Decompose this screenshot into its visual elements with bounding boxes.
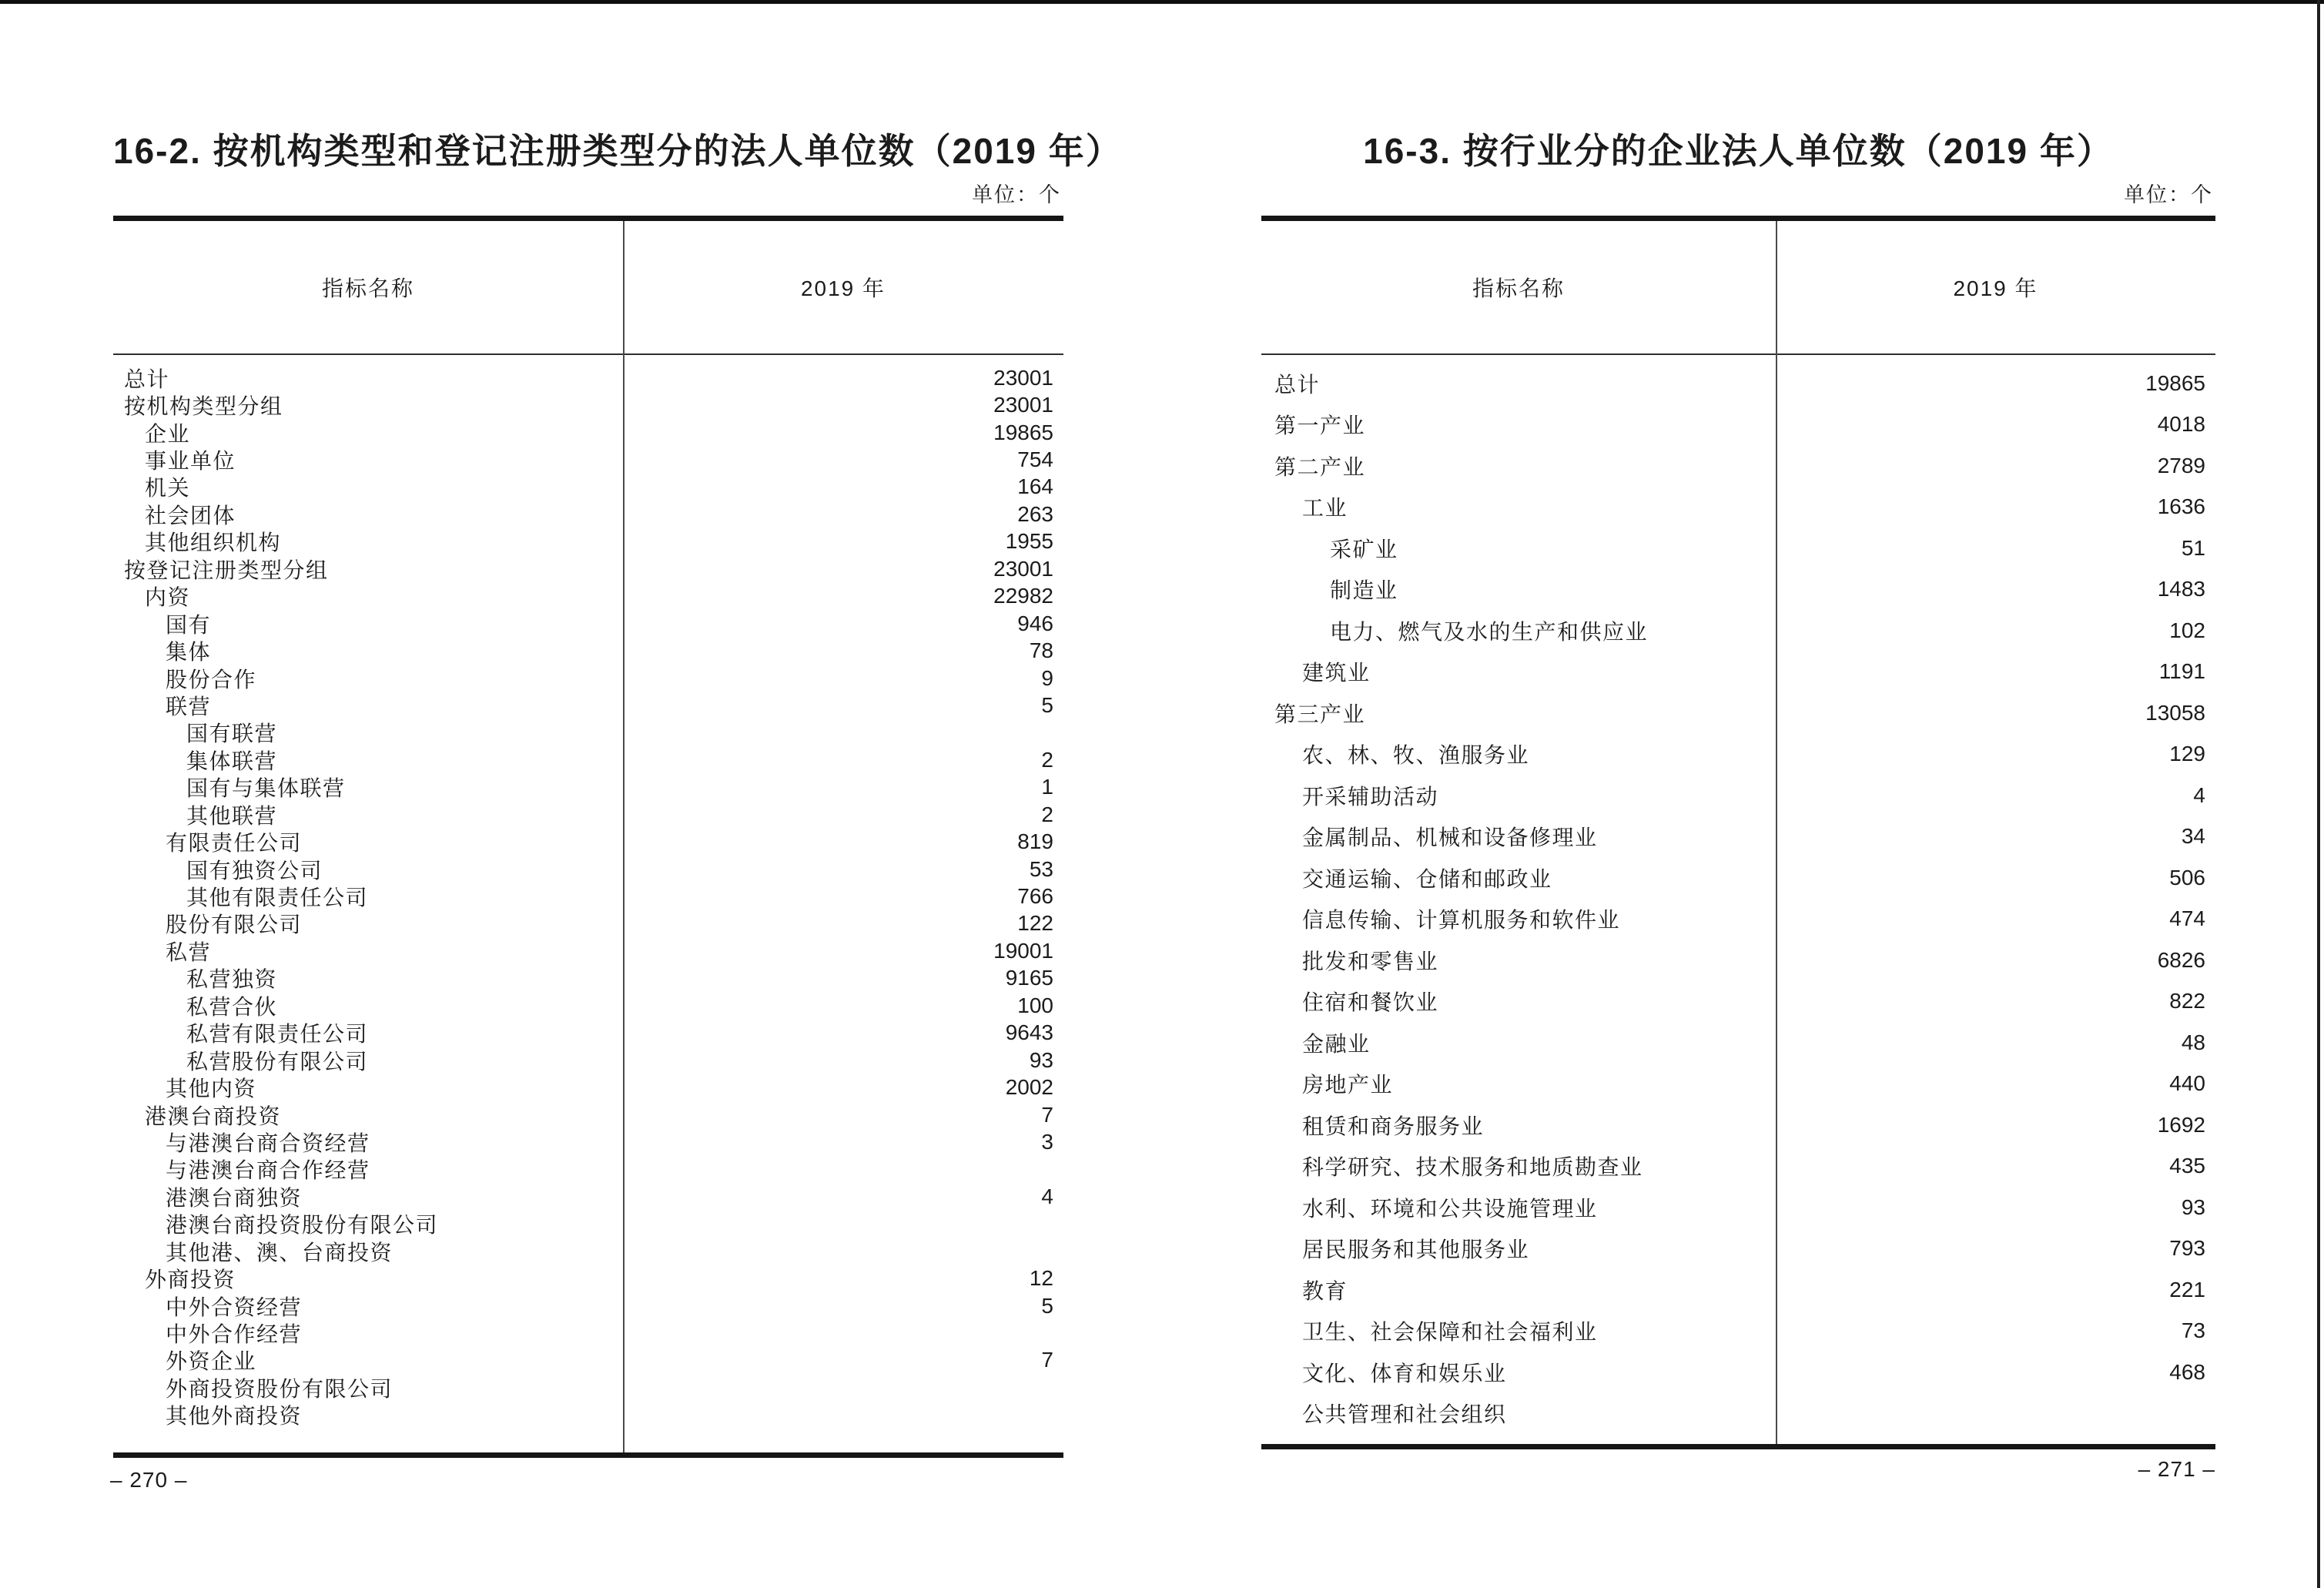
row-value: 9643 [1005, 1020, 1053, 1045]
row-label: 教育 [1302, 1278, 1348, 1303]
table-header [1261, 221, 2215, 355]
row-label: 国有与集体联营 [186, 776, 346, 801]
row-value: 440 [2169, 1071, 2205, 1096]
row-value: 5 [1041, 1293, 1053, 1318]
table-row [1261, 569, 2215, 611]
row-value: 93 [2181, 1194, 2205, 1219]
table-row [113, 1156, 1063, 1183]
row-value: 2 [1041, 802, 1053, 826]
row-label: 工业 [1302, 496, 1348, 521]
table-row [1261, 692, 2215, 734]
row-label: 港澳台商投资 [145, 1104, 282, 1128]
header-indicator-name: 指标名称 [1472, 276, 1565, 300]
row-value: 5 [1041, 692, 1053, 717]
table-row [113, 1238, 1063, 1265]
table-row [113, 746, 1063, 773]
header-year-2019: 2019 年 [800, 276, 886, 300]
row-value: 78 [1029, 638, 1053, 663]
row-value: 9165 [1005, 966, 1053, 990]
row-label: 事业单位 [145, 449, 236, 474]
header-indicator-name: 指标名称 [321, 276, 414, 300]
row-value: 1191 [2158, 659, 2205, 684]
row-value: 93 [1029, 1047, 1053, 1072]
row-value: 793 [2169, 1236, 2205, 1261]
table-row [113, 719, 1063, 746]
page-left [110, 0, 1123, 1588]
row-label: 交通运输、仓储和邮政业 [1302, 866, 1552, 891]
table-row [113, 364, 1063, 391]
table-row [113, 665, 1063, 692]
row-label: 国有 [166, 612, 212, 637]
row-label: 公共管理和社会组织 [1302, 1402, 1507, 1427]
row-value: 4018 [2157, 412, 2205, 437]
table-row [113, 801, 1063, 828]
table-row [113, 583, 1063, 610]
row-label: 第二产业 [1274, 454, 1366, 479]
table-row [1261, 816, 2215, 858]
table-row [113, 883, 1063, 910]
statistics-table-16-3 [1261, 216, 2215, 1449]
row-label: 按机构类型分组 [124, 394, 283, 419]
row-label: 中外合作经营 [166, 1322, 303, 1347]
row-label: 私营合伙 [186, 994, 278, 1019]
table-row [113, 391, 1063, 418]
table-row [1261, 857, 2215, 899]
row-value: 19865 [2145, 370, 2205, 395]
table-body [1261, 355, 2215, 1444]
table-row [1261, 899, 2215, 940]
row-value: 48 [2181, 1030, 2205, 1054]
table-row [113, 965, 1063, 992]
table-row [1261, 528, 2215, 569]
row-value: 100 [1017, 993, 1053, 1017]
row-value: 23001 [993, 556, 1053, 581]
row-label: 制造业 [1330, 578, 1398, 603]
row-value: 23001 [993, 393, 1053, 417]
row-value: 1 [1041, 775, 1053, 799]
row-label: 居民服务和其他服务业 [1302, 1238, 1530, 1262]
row-value: 102 [2169, 618, 2205, 642]
row-value: 263 [1017, 501, 1053, 526]
table-row [1261, 363, 2215, 404]
table-row [113, 1128, 1063, 1155]
table-row [113, 1347, 1063, 1374]
table-row [113, 637, 1063, 664]
row-label: 金属制品、机械和设备修理业 [1302, 826, 1598, 850]
row-label: 开采辅助活动 [1302, 784, 1439, 809]
table-row [113, 528, 1063, 555]
row-label: 房地产业 [1302, 1073, 1394, 1097]
row-value: 19865 [993, 420, 1053, 444]
row-value: 1955 [1005, 529, 1053, 554]
table-row [1261, 1064, 2215, 1105]
row-value: 2789 [2157, 453, 2205, 477]
unit-label: 单位：个 [972, 183, 1061, 206]
table-row [113, 446, 1063, 473]
table-row [113, 1211, 1063, 1238]
row-value: 34 [2181, 824, 2205, 849]
row-value: 221 [2169, 1277, 2205, 1302]
row-label: 水利、环境和公共设施管理业 [1302, 1196, 1598, 1221]
row-value: 19001 [993, 938, 1053, 963]
row-value: 3 [1041, 1129, 1053, 1154]
table-row [113, 1402, 1063, 1429]
row-value: 4 [1041, 1184, 1053, 1208]
table-header [113, 221, 1063, 355]
scan-right-edge-line [2317, 0, 2320, 1588]
row-label: 电力、燃气及水的生产和供应业 [1330, 619, 1649, 644]
row-label: 外资企业 [166, 1349, 257, 1374]
row-label: 港澳台商独资 [166, 1185, 303, 1210]
table-row [1261, 652, 2215, 693]
row-value: 946 [1017, 611, 1053, 635]
table-row [113, 1265, 1063, 1292]
table-row [113, 1292, 1063, 1319]
row-value: 164 [1017, 474, 1053, 499]
row-label: 国有独资公司 [186, 858, 323, 883]
row-label: 股份合作 [166, 667, 257, 692]
table-row [113, 1020, 1063, 1047]
row-label: 中外合资经营 [166, 1295, 303, 1319]
table-row [113, 937, 1063, 964]
table-title: 16-3. 按行业分的企业法人单位数（2019 年） [1363, 131, 2114, 171]
row-label: 外商投资股份有限公司 [166, 1376, 393, 1401]
table-row [1261, 1228, 2215, 1270]
row-value: 1692 [2157, 1112, 2205, 1137]
table-row [1261, 610, 2215, 652]
table-body [113, 355, 1063, 1452]
row-label: 卫生、社会保障和社会福利业 [1302, 1320, 1598, 1345]
row-label: 集体联营 [186, 749, 278, 773]
table-row [113, 501, 1063, 528]
row-value: 754 [1017, 447, 1053, 472]
row-value: 2 [1041, 747, 1053, 772]
table-row [1261, 1352, 2215, 1393]
row-value: 819 [1017, 829, 1053, 854]
row-label: 农、林、牧、渔服务业 [1302, 743, 1530, 768]
row-label: 国有联营 [186, 722, 278, 746]
row-label: 金融业 [1302, 1031, 1371, 1056]
row-value: 822 [2169, 989, 2205, 1013]
table-row [1261, 1146, 2215, 1188]
table-row [113, 992, 1063, 1019]
row-label: 内资 [145, 585, 191, 610]
header-year-2019: 2019 年 [1953, 276, 2038, 300]
table-row [1261, 1187, 2215, 1228]
row-label: 其他有限责任公司 [186, 886, 369, 910]
table-row [113, 610, 1063, 637]
row-label: 其他组织机构 [145, 531, 282, 555]
table-row [1261, 734, 2215, 776]
row-value: 474 [2169, 906, 2205, 931]
row-label: 股份有限公司 [166, 913, 303, 937]
row-value: 2002 [1005, 1075, 1053, 1100]
table-row [113, 1047, 1063, 1074]
row-label: 总计 [1274, 372, 1321, 397]
row-value: 7 [1041, 1348, 1053, 1372]
row-label: 私营 [166, 940, 212, 964]
row-label: 集体 [166, 640, 212, 665]
row-label: 机关 [145, 476, 191, 501]
row-label: 建筑业 [1302, 661, 1371, 685]
row-label: 私营独资 [186, 967, 278, 992]
table-row [113, 1183, 1063, 1210]
row-value: 73 [2181, 1318, 2205, 1343]
row-label: 文化、体育和娱乐业 [1302, 1361, 1507, 1385]
table-row [1261, 775, 2215, 816]
row-label: 与港澳台商合资经营 [166, 1131, 370, 1155]
row-label: 采矿业 [1330, 537, 1398, 561]
table-row [1261, 940, 2215, 981]
table-title: 16-2. 按机构类型和登记注册类型分的法人单位数（2019 年） [113, 131, 1123, 171]
row-value: 53 [1029, 856, 1053, 881]
row-value: 766 [1017, 884, 1053, 909]
row-label: 其他外商投资 [166, 1404, 303, 1429]
row-label: 港澳台商投资股份有限公司 [166, 1213, 439, 1238]
unit-label: 单位：个 [2124, 183, 2213, 206]
page-right [1261, 0, 2215, 1588]
row-label: 私营股份有限公司 [186, 1049, 369, 1074]
table-row [113, 1319, 1063, 1346]
row-value: 1636 [2157, 494, 2205, 519]
row-label: 总计 [124, 367, 170, 391]
row-value: 6826 [2157, 947, 2205, 972]
row-label: 外商投资 [145, 1268, 236, 1292]
row-value: 122 [1017, 911, 1053, 936]
row-value: 13058 [2145, 700, 2205, 725]
row-label: 按登记注册类型分组 [124, 558, 329, 582]
row-label: 信息传输、计算机服务和软件业 [1302, 908, 1621, 933]
row-value: 435 [2169, 1154, 2205, 1178]
table-row [113, 910, 1063, 937]
table-row [113, 1101, 1063, 1128]
table-row [1261, 1311, 2215, 1352]
table-row [1261, 1269, 2215, 1311]
table-row [1261, 445, 2215, 487]
table-row [113, 774, 1063, 801]
row-label: 有限责任公司 [166, 831, 303, 856]
page-number: – 271 – [2138, 1457, 2215, 1481]
row-label: 第一产业 [1274, 414, 1366, 438]
table-row [113, 856, 1063, 883]
table-row [113, 419, 1063, 446]
row-value: 22982 [993, 584, 1053, 608]
row-value: 1483 [2157, 577, 2205, 601]
row-value: 23001 [993, 365, 1053, 390]
table-row [113, 555, 1063, 582]
row-value: 9 [1041, 665, 1053, 690]
table-row [113, 692, 1063, 719]
row-value: 4 [2193, 782, 2205, 807]
table-row [1261, 981, 2215, 1023]
table-row [113, 474, 1063, 501]
row-label: 联营 [166, 694, 212, 719]
row-label: 企业 [145, 421, 191, 446]
row-label: 第三产业 [1274, 702, 1366, 726]
table-row [113, 828, 1063, 855]
row-label: 社会团体 [145, 503, 236, 528]
table-row [1261, 1022, 2215, 1064]
row-label: 其他内资 [166, 1077, 257, 1101]
row-label: 其他联营 [186, 803, 278, 828]
row-label: 科学研究、技术服务和地质勘查业 [1302, 1155, 1643, 1180]
statistics-table-16-2 [113, 216, 1063, 1458]
table-row [113, 1074, 1063, 1101]
row-value: 7 [1041, 1102, 1053, 1127]
table-row [113, 1374, 1063, 1401]
table-row [1261, 487, 2215, 528]
page-number: – 270 – [110, 1468, 188, 1492]
table-row [1261, 404, 2215, 446]
row-value: 129 [2169, 742, 2205, 766]
row-label: 与港澳台商合作经营 [166, 1158, 370, 1183]
table-row [1261, 1104, 2215, 1146]
row-label: 其他港、澳、台商投资 [166, 1240, 393, 1265]
row-value: 12 [1029, 1266, 1053, 1291]
row-value: 468 [2169, 1359, 2205, 1384]
row-value: 51 [2181, 535, 2205, 560]
table-row [1261, 1393, 2215, 1435]
row-label: 私营有限责任公司 [186, 1022, 369, 1047]
row-label: 租赁和商务服务业 [1302, 1114, 1485, 1138]
row-value: 506 [2169, 865, 2205, 889]
row-label: 住宿和餐饮业 [1302, 990, 1439, 1015]
row-label: 批发和零售业 [1302, 949, 1439, 973]
